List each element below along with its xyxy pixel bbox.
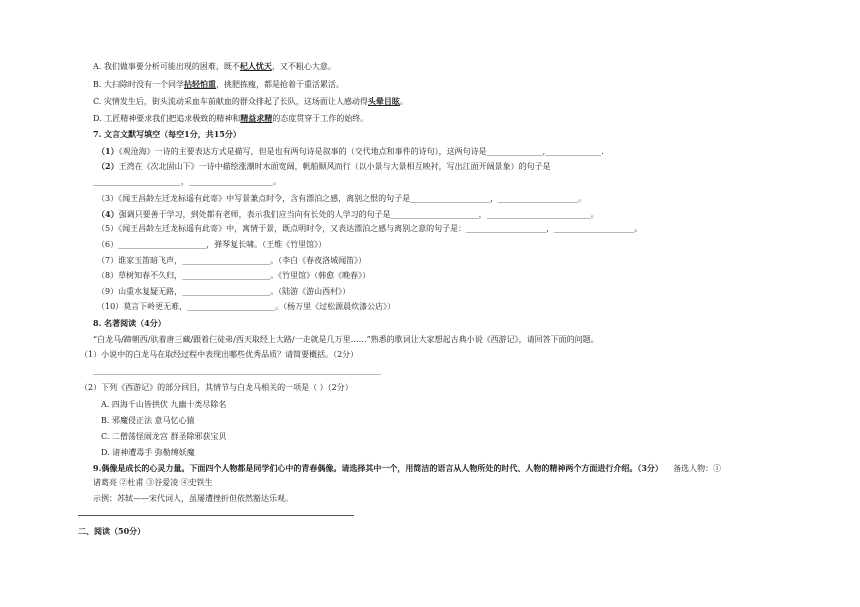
q7-item-5: （5）《闻王昌龄左迁龙标遥有此寄》中，寓情于景，既点明时令，又表达漂泊之感与离别之意的句子是：____________________，____________________。 [97, 224, 643, 233]
q7-item-7: （7）谁家玉笛暗飞声，______________________。（李白《春夜洛城闻笛》） [97, 256, 367, 265]
q7-item-2-cont: ______________________，_____________________。 [93, 177, 281, 186]
option-d: D. 工匠精神要求我们把追求极致的精神和精益求精的态度贯穿于工作的始终。 [93, 113, 369, 123]
q9-text: 9.偶像是成长的心灵力量。下面四个人物都是同学们心中的青春偶像。请选择其中一个，用简洁的语言从人物所处的时代、人物的精神两个方面进行介绍。（3分） 备选人物：① [93, 463, 722, 473]
q7-item-9: （9）山重水复疑无路，______________________。（陆游《游山西村》） [97, 287, 351, 296]
q7-item-2: （2）王湾在《次北固山下》一诗中描绘涨潮时水面宽阔，帆船顺风而行（以小景与大景相互映衬，写出江面开阔景象）的句子是 [97, 161, 551, 171]
q9-example: 示例：苏轼——宋代词人，虽屡遭挫折但依然豁达乐观。 [93, 494, 293, 503]
q7-item-1: （1）《观沧海》一诗的主要表达方式是描写，但是也有两句诗是叙事的（交代地点和事件的诗句），这两句诗是______________,______________. [97, 146, 604, 156]
q8-title: 8. 名著阅读（4分） [93, 318, 166, 328]
q7-item-8: （8）草树知春不久归，______________________。《竹里馆》（韩愈《晚春》） [97, 271, 371, 280]
q8-choice-b: B. 邪魔侵正法 意马忆心猿 [101, 416, 195, 425]
q7-title: 7. 文言文默写填空（每空1分，共15分） [93, 129, 241, 139]
answer-line [93, 374, 381, 375]
q8-choice-d: D. 诸神遭毒手 弥勒缚妖魔 [101, 448, 195, 457]
q7-item-4: （4）强调只要善于学习，到处都有老师，表示我们应当向有长处的人学习的句子是______________________，__________________________。 [97, 209, 599, 219]
q8-choice-a: A. 四海千山皆拱伏 九幽十类尽除名 [101, 400, 227, 409]
q8-choice-c: C. 二僧荡怪闹龙宫 群圣除邪获宝贝 [101, 432, 227, 441]
q7-item-3: （3）《闻王昌龄左迁龙标遥有此寄》中写景兼点时令，含有漂泊之感，离别之恨的句子是____________________，____________________。 [97, 194, 587, 203]
option-b: B. 大扫除时没有一个同学拈轻怕重，挑肥拣瘦，都是抢着干重活累活。 [93, 79, 344, 89]
option-a: A. 我们做事要分析可能出现的困难，既不杞人忧天，又不粗心大意。 [93, 61, 336, 71]
q8-sub2: （2）下列《西游记》的部分回目，其情节与白龙马相关的一项是（ ）（2分） [80, 383, 353, 392]
q8-intro: “白龙马/蹄朝西/驮着唐三藏/跟着仨徒弟/西天取经上大路/一走就是几万里……”熟悉的歌词让大家想起古典小说《西游记》，请回答下面的问题。 [93, 335, 599, 344]
answer-line-2 [78, 515, 354, 516]
q9-candidates: 诸葛亮 ②杜甫 ③谷爱凌 ④史铁生 [93, 478, 213, 487]
q7-item-10: （10）莫言下岭更无难，______________________。（杨万里《过松源晨炊漆公店》） [97, 302, 396, 311]
section-2-heading: 二、阅读（50分） [78, 526, 146, 536]
q7-item-6: （6）______________________，弹琴复长啸。（王维《竹里馆》） [97, 240, 327, 249]
option-c: C. 灾情发生后，街头流动采血车前献血的群众排起了长队，这场面让人感动得头晕目眩。 [93, 96, 408, 106]
q8-sub1: （1）小说中的白龙马在取经过程中表现出哪些优秀品质？请简要概括。（2分） [80, 350, 359, 359]
